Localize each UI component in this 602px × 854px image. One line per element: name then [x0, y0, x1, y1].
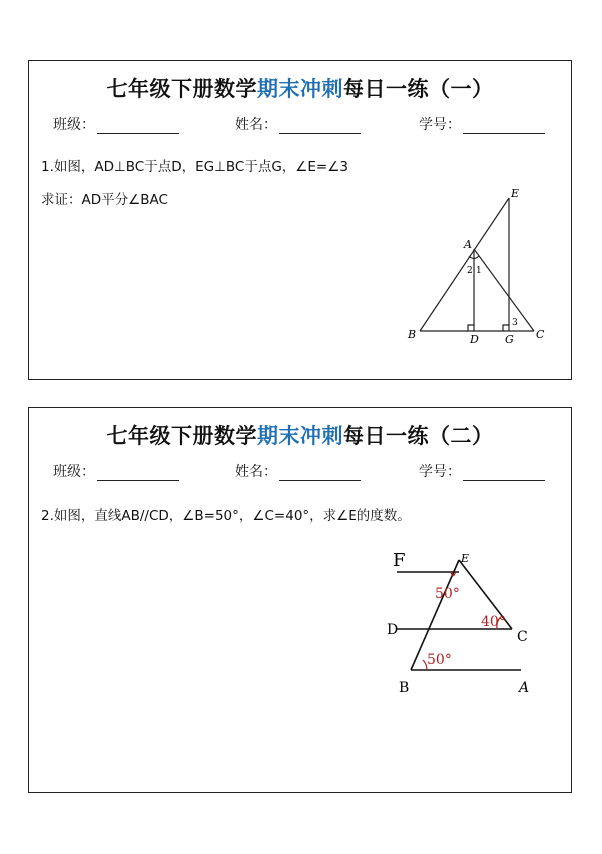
geometry-figure-2: [389, 538, 539, 698]
right-angle-d: [468, 325, 474, 331]
student-info-row: [53, 114, 551, 136]
card-title: [29, 73, 571, 103]
title-prefix: 七年级下册数学: [106, 424, 257, 448]
id-blank[interactable]: [463, 464, 545, 481]
class-field[interactable]: [53, 114, 179, 134]
question-text: 1.如图，AD⊥BC于点D，EG⊥BC于点G，∠E=∠3: [41, 159, 348, 175]
id-field[interactable]: [419, 461, 545, 481]
name-field[interactable]: [235, 461, 361, 481]
right-angle-g: [503, 325, 509, 331]
title-suffix: 每日一练（一）: [343, 77, 494, 101]
angle-label-b: 50°: [427, 652, 452, 668]
name-label: 姓名：: [235, 117, 277, 133]
name-blank[interactable]: [279, 117, 361, 134]
name-blank[interactable]: [279, 464, 361, 481]
title-prefix: 七年级下册数学: [106, 77, 257, 101]
id-blank[interactable]: [463, 117, 545, 134]
line-ac: [474, 249, 534, 331]
class-field[interactable]: [53, 461, 179, 481]
label-e: E: [511, 187, 520, 200]
name-field[interactable]: [235, 114, 361, 134]
class-label: 班级：: [53, 117, 95, 133]
label-b: B: [408, 328, 417, 341]
label-a: A: [464, 238, 472, 251]
title-highlight: 期末冲刺: [257, 77, 343, 101]
name-label: 姓名：: [235, 464, 277, 480]
angle-label-1: 1: [476, 266, 482, 276]
exercise-card-1: [28, 60, 572, 380]
label-c: C: [536, 328, 545, 341]
geometry-figure-1: [404, 186, 564, 346]
class-blank[interactable]: [97, 117, 179, 134]
question-text: 2.如图，直线AB//CD，∠B=50°，∠C=40°，求∠E的度数。: [41, 508, 411, 524]
prove-text: 求证：AD平分∠BAC: [41, 192, 168, 208]
angle-label-2: 2: [467, 266, 473, 276]
label-a: A: [519, 680, 530, 696]
label-b: B: [399, 680, 410, 696]
label-g: G: [505, 333, 514, 346]
angle-label-c: 40°: [481, 614, 506, 630]
class-blank[interactable]: [97, 464, 179, 481]
id-label: 学号：: [419, 117, 461, 133]
exercise-card-2: [28, 407, 572, 793]
angle-label-3: 3: [512, 318, 518, 328]
label-d: D: [470, 333, 479, 346]
id-label: 学号：: [419, 464, 461, 480]
student-info-row: [53, 461, 551, 483]
id-field[interactable]: [419, 114, 545, 134]
class-label: 班级：: [53, 464, 95, 480]
label-f: F: [393, 550, 406, 571]
card-title: [29, 420, 571, 450]
title-suffix: 每日一练（二）: [343, 424, 494, 448]
title-highlight: 期末冲刺: [257, 424, 343, 448]
line-be: [420, 198, 509, 331]
label-d: D: [387, 622, 399, 638]
angle-label-fe: 50°: [435, 586, 460, 602]
label-e: E: [461, 552, 470, 565]
label-c: C: [517, 629, 528, 645]
